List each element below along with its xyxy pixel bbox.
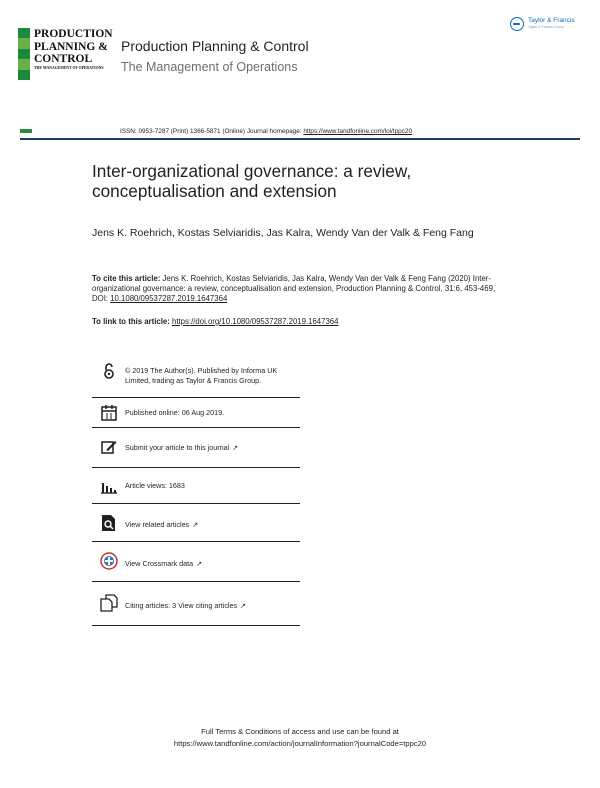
calendar-icon <box>100 404 118 422</box>
link-label: To link to this article: <box>92 317 172 326</box>
logo-line-1: PRODUCTION <box>34 28 113 40</box>
journal-title[interactable]: Production Planning & Control <box>121 38 309 54</box>
open-access-text: © 2019 The Author(s). Published by Informa UK Limited, trading as Taylor & Francis Group. <box>125 366 278 385</box>
journal-subtitle: The Management of Operations <box>121 60 298 74</box>
footer <box>0 726 600 749</box>
related-row[interactable] <box>92 504 300 542</box>
open-access-row[interactable] <box>92 352 300 398</box>
issn-line <box>120 128 412 135</box>
article-title: Inter-organizational governance: a review, conceptualisation and extension <box>92 161 412 201</box>
article-doi-link[interactable]: https://doi.org/10.1080/09537287.2019.1647364 <box>172 317 339 326</box>
issn-text: ISSN: 0953-7287 (Print) 1366-5871 (Online) Journal homepage: <box>120 128 304 135</box>
crossmark-row[interactable] <box>92 542 300 582</box>
logo-subline: THE MANAGEMENT OF OPERATIONS <box>34 65 104 70</box>
open-access-mark-icon <box>20 129 32 133</box>
publisher-logo[interactable] <box>510 17 575 31</box>
views-row <box>92 468 300 504</box>
header-divider <box>20 138 580 140</box>
external-link-icon: ↗ <box>192 522 199 529</box>
crossmark-text[interactable]: View Crossmark data <box>125 559 194 568</box>
footer-terms: Full Terms & Conditions of access and use can be found at <box>201 727 399 736</box>
submit-row[interactable] <box>92 428 300 468</box>
published-text: Published online: 06 Aug 2019. <box>125 408 225 417</box>
article-info-list <box>92 352 300 626</box>
external-link-icon: ↗ <box>196 561 203 568</box>
bar-chart-icon <box>100 477 118 495</box>
article-link <box>92 317 338 326</box>
citation <box>92 274 504 305</box>
logo-line-3: CONTROL <box>34 53 93 65</box>
publisher-group: Taylor & Francis Group <box>528 25 564 29</box>
article-authors: Jens K. Roehrich, Kostas Selviaridis, Jas Kalra, Wendy Van der Valk & Feng Fang <box>92 227 474 239</box>
published-row <box>92 398 300 428</box>
views-text: Article views: 1683 <box>125 481 185 490</box>
external-link-icon: ↗ <box>240 603 246 610</box>
logo-color-strip <box>18 28 30 80</box>
citing-row[interactable] <box>92 582 300 626</box>
citing-text[interactable]: Citing articles: 3 View citing articles <box>125 601 238 610</box>
related-text[interactable]: View related articles <box>125 520 190 529</box>
edit-icon <box>100 438 118 456</box>
crossmark-icon <box>100 552 118 570</box>
cite-label: To cite this article: <box>92 274 161 283</box>
journal-logo <box>18 28 114 80</box>
open-access-icon <box>100 362 118 380</box>
journal-homepage-link[interactable]: https://www.tandfonline.com/loi/tppc20 <box>303 128 413 135</box>
cite-doi-link[interactable]: 10.1080/09537287.2019.1647364 <box>110 294 228 304</box>
footer-terms-link[interactable]: https://www.tandfonline.com/action/journalInformation?journalCode=tppc20 <box>173 738 427 748</box>
publisher-name: Taylor & Francis <box>528 17 575 24</box>
cite-text: Jens K. Roehrich, Kostas Selviaridis, Jas Kalra, Wendy Van der Valk & Feng Fang (2020) Inter-organizational governance: a review, conceptualisation and extension, Production Planning & Control, 31:6, 453-469, DOI: <box>92 274 496 304</box>
publisher-logo-icon <box>510 17 524 31</box>
logo-line-2: PLANNING & <box>34 40 108 53</box>
related-search-icon <box>100 514 118 532</box>
submit-text[interactable]: Submit your article to this journal <box>125 443 230 452</box>
citing-documents-icon <box>100 594 118 612</box>
external-link-icon: ↗ <box>232 445 239 452</box>
